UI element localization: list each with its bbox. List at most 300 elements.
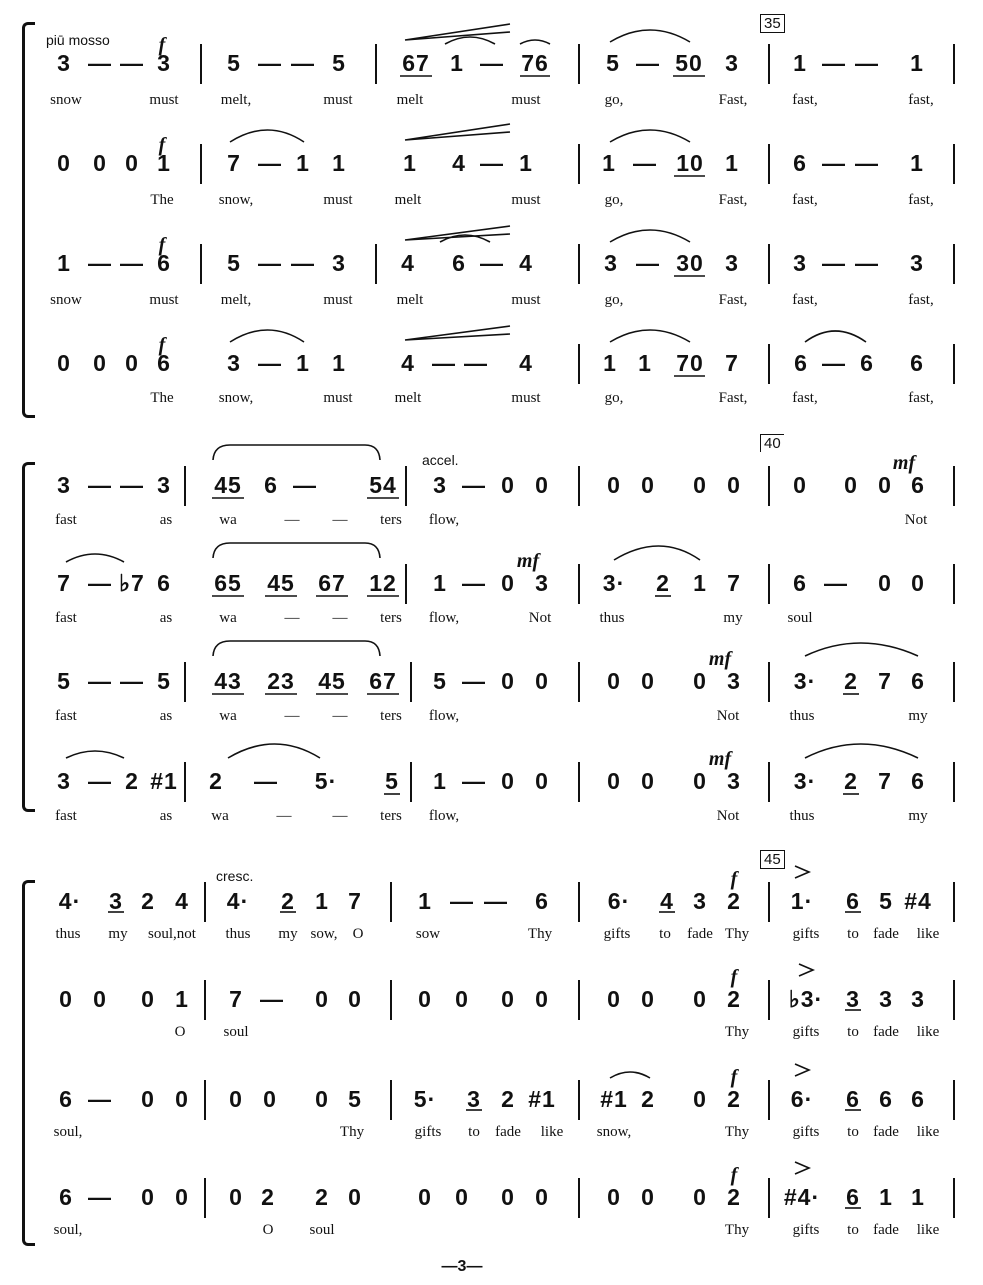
note: 65 [214, 570, 242, 596]
barline [375, 44, 377, 84]
lyric: melt, [220, 292, 252, 308]
note: — [462, 570, 486, 596]
barline [578, 882, 580, 922]
barline [953, 44, 955, 84]
barline [768, 344, 770, 384]
lyric: to [468, 1124, 480, 1140]
lyric: as [159, 708, 173, 724]
note: 0 [455, 986, 469, 1012]
note: — [822, 150, 846, 176]
note: 3 [332, 250, 346, 276]
note: 3 [57, 768, 71, 794]
note: 0 [229, 1086, 243, 1112]
barline [578, 980, 580, 1020]
lyric: — [332, 808, 348, 824]
barline [578, 564, 580, 604]
note: 2 [315, 1184, 329, 1210]
lyric: must [511, 192, 541, 208]
note: 6 [910, 350, 924, 376]
note: 54 [369, 472, 397, 498]
barline [405, 466, 407, 506]
lyric: my [278, 926, 298, 942]
barline [390, 980, 392, 1020]
note: 67 [318, 570, 346, 596]
note: 0 [641, 472, 655, 498]
dynamic-mezzo-forte: mf [708, 748, 732, 770]
note: 6· [790, 1086, 814, 1112]
lyric: fast, [792, 292, 818, 308]
lyric: — [284, 610, 300, 626]
tempo-marking: accel. [422, 452, 459, 468]
note: 3 [727, 768, 741, 794]
slur [610, 30, 690, 42]
note: — [855, 250, 879, 276]
note: 1 [418, 888, 432, 914]
note: 0 [57, 150, 71, 176]
barline [953, 762, 955, 802]
lyric: O [262, 1222, 274, 1238]
tempo-marking: piū mosso [46, 32, 110, 48]
lyric: fast, [792, 192, 818, 208]
staff-tenor [0, 648, 983, 768]
lyric: Thy [724, 1222, 750, 1238]
lyric: to [847, 1222, 859, 1238]
note: 3 [157, 50, 171, 76]
note: — [88, 1184, 112, 1210]
note: — [462, 472, 486, 498]
barline [184, 662, 186, 702]
note: — [120, 472, 144, 498]
note: 1 [296, 150, 310, 176]
note: 43 [214, 668, 242, 694]
note: 0 [607, 1184, 621, 1210]
note: 5· [314, 768, 338, 794]
lyric: must [511, 390, 541, 406]
note: 6· [607, 888, 631, 914]
lyric: fast, [908, 292, 934, 308]
lyric: sow, [310, 926, 338, 942]
note: 4· [58, 888, 82, 914]
lyric: wa [211, 808, 229, 824]
note: 0 [455, 1184, 469, 1210]
measure-number-45: 45 [760, 850, 785, 869]
note: 2 [656, 570, 670, 596]
note: 4 [452, 150, 466, 176]
note: 30 [676, 250, 704, 276]
note: 1 [433, 768, 447, 794]
lyric: gifts [792, 1222, 820, 1238]
note: 1 [433, 570, 447, 596]
lyric: soul, [53, 1222, 83, 1238]
note: 6 [157, 350, 171, 376]
dynamic-forte: f [730, 1164, 738, 1186]
note: 1 [403, 150, 417, 176]
lyric: gifts [792, 1124, 820, 1140]
note: 1 [638, 350, 652, 376]
note: #1 [528, 1086, 556, 1112]
lyric: ters [380, 610, 402, 626]
lyric: — [332, 610, 348, 626]
lyric: — [284, 708, 300, 724]
note: 1 [603, 350, 617, 376]
note: 67 [369, 668, 397, 694]
note: 1 [910, 150, 924, 176]
note: 0 [641, 768, 655, 794]
lyric: must [323, 192, 353, 208]
note: — [120, 668, 144, 694]
barline [768, 466, 770, 506]
lyric: melt [396, 292, 424, 308]
note: 0 [501, 472, 515, 498]
note: — [636, 50, 660, 76]
staff-tenor [0, 234, 983, 350]
note: 6 [535, 888, 549, 914]
lyric: — [332, 512, 348, 528]
barline [200, 44, 202, 84]
lyric: Thy [724, 926, 750, 942]
barline [768, 564, 770, 604]
barline [390, 1080, 392, 1120]
lyric: gifts [792, 926, 820, 942]
lyric: Fast, [718, 292, 748, 308]
note: 4· [226, 888, 250, 914]
barline [390, 882, 392, 922]
measure-number-40: 40 [760, 434, 784, 452]
barline [768, 44, 770, 84]
note: 6 [911, 668, 925, 694]
note: 0 [501, 668, 515, 694]
note: 70 [676, 350, 704, 376]
note: 0 [263, 1086, 277, 1112]
note: 1 [602, 150, 616, 176]
barline [204, 980, 206, 1020]
lyric: fade [873, 1222, 899, 1238]
note: — [822, 350, 846, 376]
lyric: melt [394, 192, 422, 208]
lyric: fast [55, 610, 77, 626]
note: 3 [725, 50, 739, 76]
barline [578, 466, 580, 506]
lyric: soul,not [148, 926, 196, 942]
page-number: —3— [441, 1258, 483, 1275]
lyric: go, [604, 192, 624, 208]
note: — [254, 768, 278, 794]
barline [578, 1178, 580, 1218]
lyric: as [159, 808, 173, 824]
staff-alto [0, 966, 983, 1086]
note: 5 [606, 50, 620, 76]
note: 5 [332, 50, 346, 76]
lyric: fast, [908, 92, 934, 108]
note: 7 [727, 570, 741, 596]
note: 2 [209, 768, 223, 794]
note: 3 [535, 570, 549, 596]
barline [204, 1080, 206, 1120]
dynamic-mezzo-forte: mf [516, 550, 540, 572]
note: 45 [267, 570, 295, 596]
note: 0 [501, 570, 515, 596]
note: — [258, 350, 282, 376]
note: #4 [904, 888, 932, 914]
lyric: melt, [220, 92, 252, 108]
lyric: thus [599, 610, 625, 626]
note: 0 [878, 472, 892, 498]
note: — [258, 150, 282, 176]
note: — [824, 570, 848, 596]
note: 0 [93, 986, 107, 1012]
staff-bass [0, 748, 983, 868]
lyric: flow, [428, 708, 460, 724]
note: — [88, 50, 112, 76]
lyric: sow [415, 926, 441, 942]
note: — [88, 250, 112, 276]
note: 0 [418, 1184, 432, 1210]
lyric: gifts [603, 926, 631, 942]
note: — [88, 472, 112, 498]
note: 3 [879, 986, 893, 1012]
barline [953, 662, 955, 702]
dynamic-forte: f [730, 868, 738, 890]
note: 3 [911, 986, 925, 1012]
barline [953, 1178, 955, 1218]
lyric: snow, [596, 1124, 632, 1140]
note: 0 [693, 768, 707, 794]
note: — [484, 888, 508, 914]
note: 1 [911, 1184, 925, 1210]
lyric: must [149, 292, 179, 308]
note: 0 [641, 668, 655, 694]
note: 2 [727, 1086, 741, 1112]
note: 4 [660, 888, 674, 914]
barline [204, 1178, 206, 1218]
note: 1 [332, 350, 346, 376]
note: 4 [519, 250, 533, 276]
note: 1 [879, 1184, 893, 1210]
lyric: snow, [218, 390, 254, 406]
lyric: snow, [218, 192, 254, 208]
note: 0 [93, 350, 107, 376]
note: — [462, 668, 486, 694]
note: 50 [675, 50, 703, 76]
note: 10 [676, 150, 704, 176]
note: — [855, 150, 879, 176]
note: 0 [59, 986, 73, 1012]
note: 67 [402, 50, 430, 76]
note: 0 [535, 1184, 549, 1210]
barline [768, 244, 770, 284]
note: 6 [794, 350, 808, 376]
lyric: must [511, 92, 541, 108]
lyric: go, [604, 92, 624, 108]
dynamic-mezzo-forte: mf [708, 648, 732, 670]
note: 3 [725, 250, 739, 276]
note: 3· [602, 570, 626, 596]
note: 0 [535, 472, 549, 498]
lyric: fade [687, 926, 713, 942]
lyric: flow, [428, 512, 460, 528]
note: 7 [57, 570, 71, 596]
lyric: my [108, 926, 128, 942]
note: — [432, 350, 456, 376]
dynamic-forte: f [158, 234, 166, 256]
note: 0 [693, 668, 707, 694]
note: 3 [693, 888, 707, 914]
staff-alto [0, 550, 983, 670]
barline [578, 1080, 580, 1120]
note: 0 [693, 472, 707, 498]
note: 5 [57, 668, 71, 694]
lyric: thus [789, 808, 815, 824]
note: 12 [369, 570, 397, 596]
note: — [120, 250, 144, 276]
lyric: Thy [724, 1124, 750, 1140]
note: 5 [227, 250, 241, 276]
barline [200, 144, 202, 184]
lyric: my [908, 708, 928, 724]
measure-number-35: 35 [760, 14, 785, 33]
note: 2 [281, 888, 295, 914]
barline [768, 1080, 770, 1120]
note: 45 [214, 472, 242, 498]
note: 6 [452, 250, 466, 276]
note: — [258, 50, 282, 76]
note: 2 [261, 1184, 275, 1210]
note: 6 [879, 1086, 893, 1112]
note: 6 [860, 350, 874, 376]
lyric: Fast, [718, 390, 748, 406]
lyric: like [916, 1124, 940, 1140]
note: ♭7 [119, 570, 145, 596]
note: — [822, 50, 846, 76]
lyric: like [916, 1222, 940, 1238]
lyric: flow, [428, 610, 460, 626]
note: 6 [846, 888, 860, 914]
note: 0 [229, 1184, 243, 1210]
note: 5 [227, 50, 241, 76]
lyric: gifts [792, 1024, 820, 1040]
barline [768, 144, 770, 184]
note: 6 [911, 1086, 925, 1112]
note: 5 [385, 768, 399, 794]
lyric: must [323, 390, 353, 406]
lyric: fade [873, 1124, 899, 1140]
note: 7 [348, 888, 362, 914]
note: 0 [535, 986, 549, 1012]
note: — [636, 250, 660, 276]
lyric: thus [55, 926, 81, 942]
note: 2 [727, 1184, 741, 1210]
note: 0 [693, 1184, 707, 1210]
note: 6 [157, 250, 171, 276]
barline [578, 244, 580, 284]
lyric: gifts [414, 1124, 442, 1140]
lyric: — [284, 512, 300, 528]
note: 7 [725, 350, 739, 376]
barline [410, 762, 412, 802]
lyric: go, [604, 390, 624, 406]
note: 3· [793, 768, 817, 794]
lyric: Not [528, 610, 552, 626]
note: 6 [793, 570, 807, 596]
crescendo-hairpin [405, 24, 510, 40]
lyric: my [908, 808, 928, 824]
note: — [633, 150, 657, 176]
lyric: fast, [792, 390, 818, 406]
note: 3 [793, 250, 807, 276]
barline [953, 344, 955, 384]
lyric: The [150, 192, 174, 208]
barline [768, 662, 770, 702]
note: 0 [93, 150, 107, 176]
note: — [88, 768, 112, 794]
barline [953, 244, 955, 284]
barline [204, 882, 206, 922]
barline [200, 244, 202, 284]
note: 0 [501, 768, 515, 794]
lyric: fade [495, 1124, 521, 1140]
note: #1 [150, 768, 178, 794]
lyric: wa [219, 708, 237, 724]
note: 3 [846, 986, 860, 1012]
note: 1 [910, 50, 924, 76]
barline [953, 144, 955, 184]
lyric: fast [55, 808, 77, 824]
note: 1 [157, 150, 171, 176]
staff-bass [0, 1164, 983, 1284]
note: 6 [264, 472, 278, 498]
note: 0 [141, 986, 155, 1012]
lyric: snow [50, 292, 82, 308]
barline [578, 662, 580, 702]
note: 1 [725, 150, 739, 176]
slur [520, 40, 550, 44]
staff-alto [0, 134, 983, 250]
dynamic-forte: f [158, 134, 166, 156]
note: 0 [418, 986, 432, 1012]
barline [768, 1178, 770, 1218]
note: 6 [911, 768, 925, 794]
barline [953, 882, 955, 922]
note: 3 [157, 472, 171, 498]
note: 3 [910, 250, 924, 276]
note: 4 [401, 250, 415, 276]
note: 2 [125, 768, 139, 794]
note: 2 [844, 668, 858, 694]
note: — [450, 888, 474, 914]
note: 0 [607, 768, 621, 794]
note: — [855, 50, 879, 76]
note: — [480, 50, 504, 76]
note: 2 [727, 986, 741, 1012]
note: 0 [125, 350, 139, 376]
barline [184, 466, 186, 506]
note: 0 [501, 986, 515, 1012]
note: 2 [844, 768, 858, 794]
note: — [480, 150, 504, 176]
lyric: fade [873, 926, 899, 942]
lyric: Fast, [718, 92, 748, 108]
barline [953, 564, 955, 604]
barline [578, 762, 580, 802]
lyric: melt [396, 92, 424, 108]
note: 0 [141, 1086, 155, 1112]
note: 2 [141, 888, 155, 914]
lyric: thus [225, 926, 251, 942]
lyric: O [174, 1024, 186, 1040]
note: 0 [141, 1184, 155, 1210]
lyric: snow [50, 92, 82, 108]
barline [578, 44, 580, 84]
